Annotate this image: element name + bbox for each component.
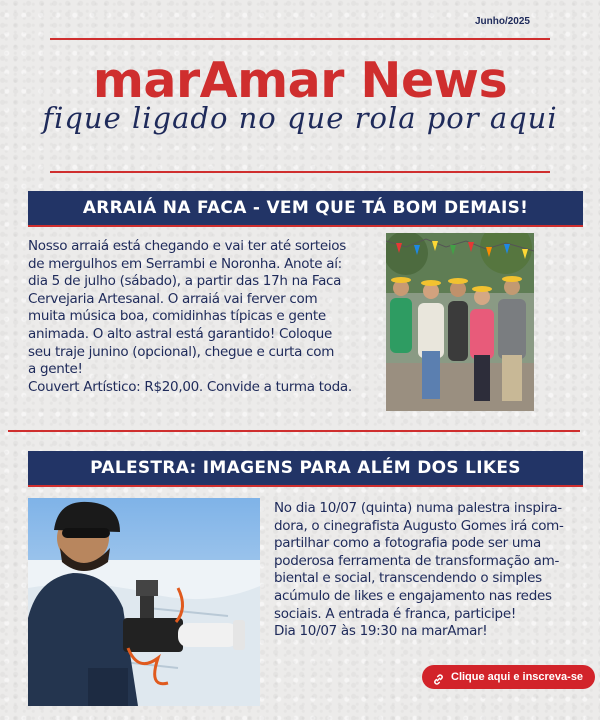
article1-line: a gente! [28, 361, 83, 378]
article2-body [274, 500, 586, 641]
link-icon [432, 671, 445, 684]
article2-line: No dia 10/07 (quinta) numa palestra inspira- [274, 500, 562, 516]
header-bottom-rule [50, 171, 550, 173]
article1-line: Couvert Artístico: R$20,00. Convide a turma toda. [28, 378, 352, 395]
issue-date: Junho/2025 [474, 16, 530, 27]
article2-line: partilhar como a fotografia pode ser uma [274, 535, 541, 552]
header-top-rule [50, 38, 550, 40]
article1-line: Nosso arraiá está chegando e vai ter até sorteios [28, 238, 346, 254]
article2-heading: PALESTRA: IMAGENS PARA ALÉM DOS LIKES [28, 451, 583, 485]
article1-line: de mergulhos em Serrambi e Noronha. Anote aí: [28, 255, 342, 272]
article1-line: dia 5 de julho (sábado), a partir das 17h na Faca [28, 273, 342, 290]
article1-heading-accent [28, 225, 583, 227]
subscribe-button-label: Clique aqui e inscreva-se [451, 671, 584, 683]
article2-heading-accent [28, 485, 583, 487]
article2-line: dora, o cinegrafista Augusto Gomes irá com- [274, 517, 564, 534]
article2-line: biental e social, transcendendo o simples [274, 570, 542, 587]
arraia-group-photo [386, 233, 534, 411]
article2-line: acúmulo de likes e engajamento nas redes [274, 587, 552, 604]
article1-line: animada. O alto astral está garantido! Coloque [28, 325, 332, 342]
article1-line: muita música boa, comidinhas típicas e gente [28, 308, 326, 325]
cinematographer-photo [28, 498, 260, 706]
newsletter-tagline: fique ligado no que rola por aqui [42, 101, 558, 135]
article2-line: Dia 10/07 às 19:30 na marAmar! [274, 623, 488, 640]
subscribe-button[interactable] [422, 665, 595, 689]
article1-body [28, 238, 380, 396]
newsletter-title: marAmar News [92, 52, 508, 109]
article2-line: sociais. A entrada é franca, participe! [274, 605, 516, 622]
article1-line: Cervejaria Artesanal. O arraiá vai ferver com [28, 290, 318, 307]
section-divider [8, 430, 580, 432]
article1-heading: ARRAIÁ NA FACA - VEM QUE TÁ BOM DEMAIS! [28, 191, 583, 225]
article1-line: seu traje junino (opcional), chegue e curta com [28, 343, 335, 360]
article2-line: poderosa ferramenta de transformação am- [274, 552, 560, 569]
